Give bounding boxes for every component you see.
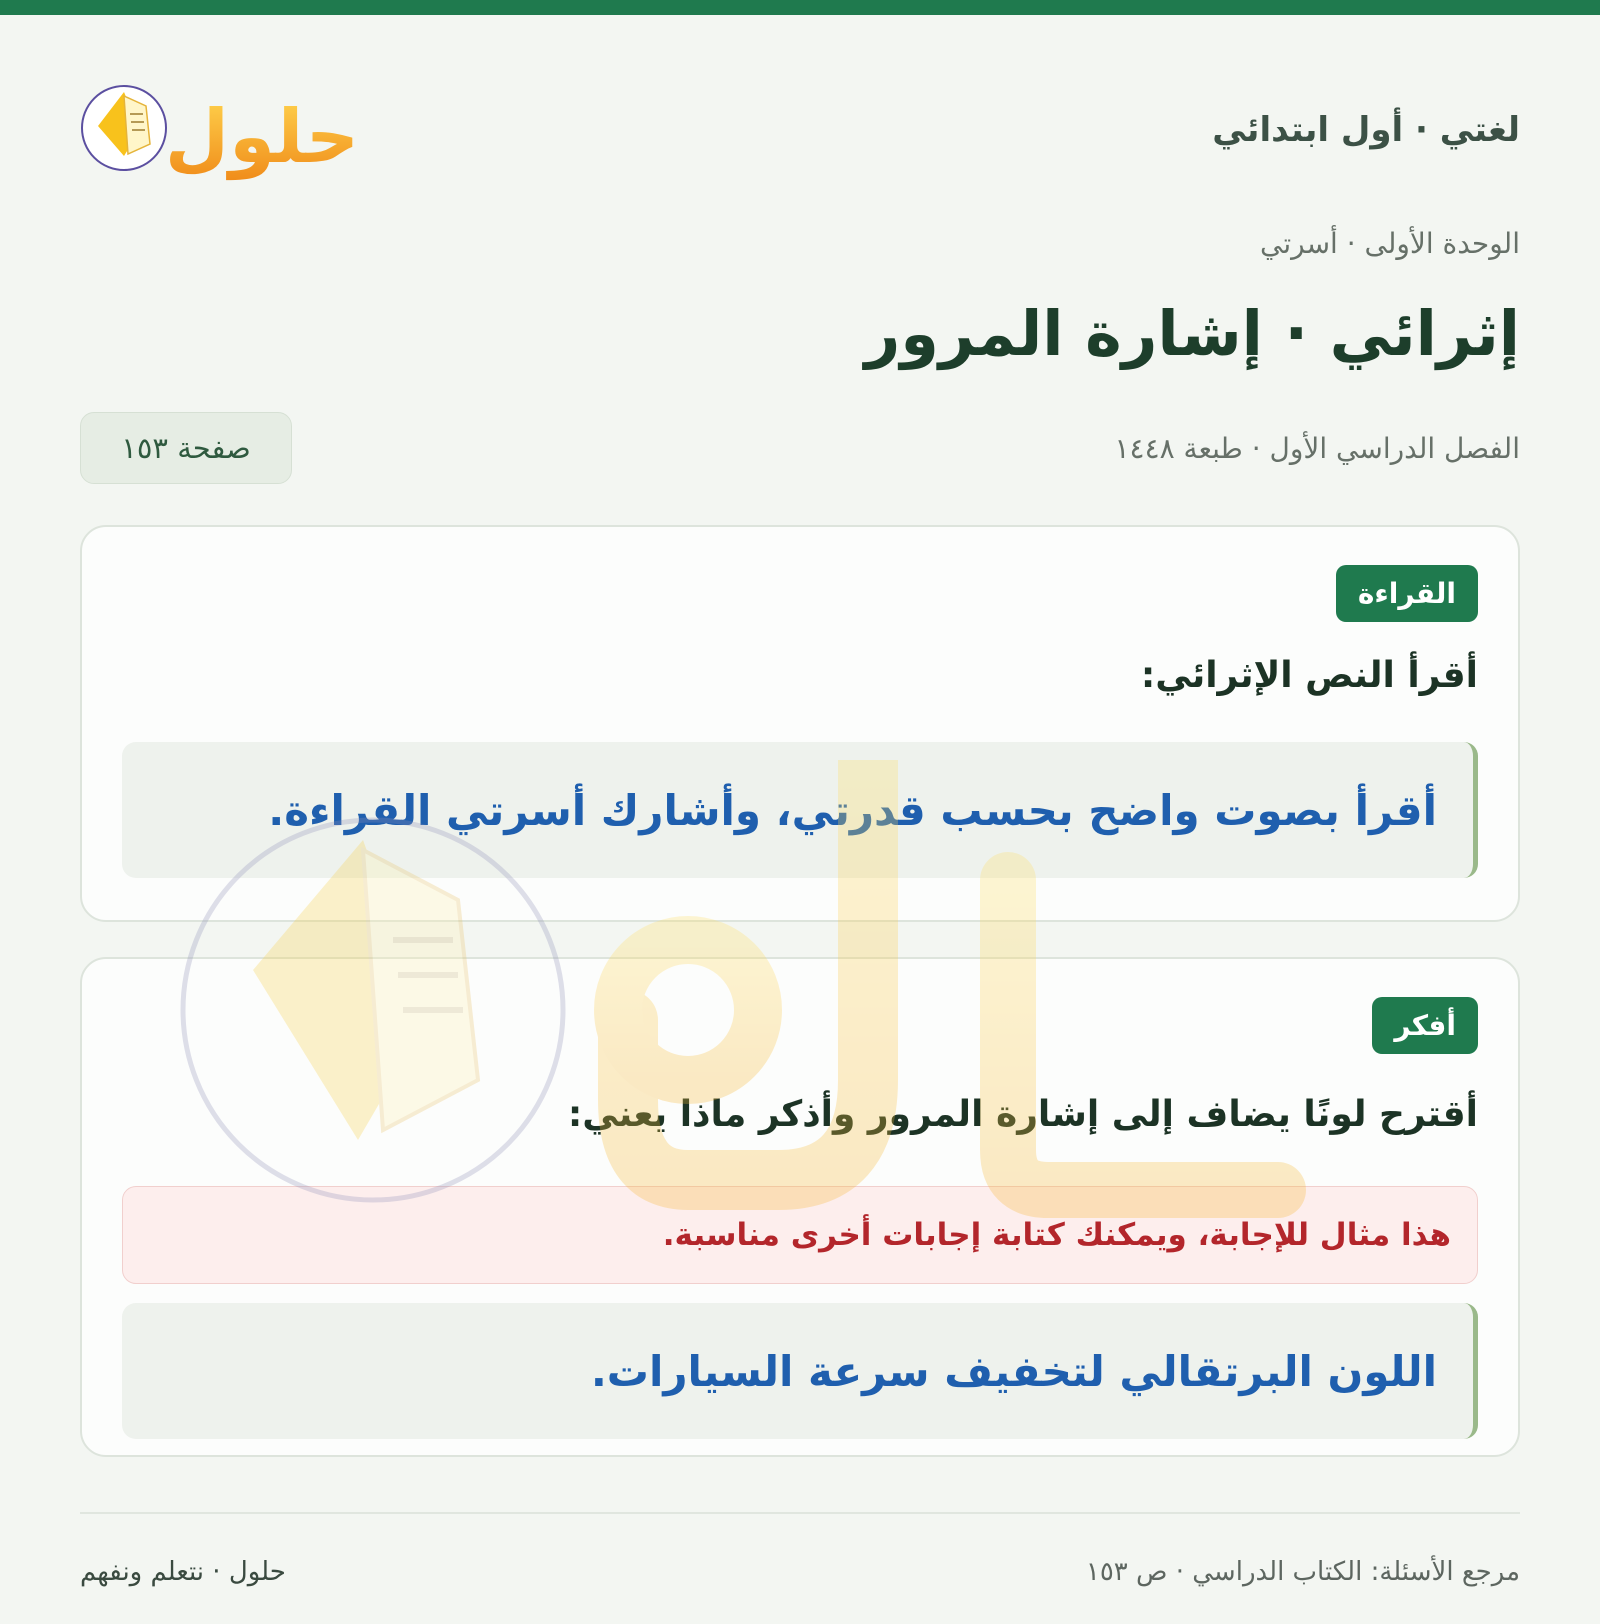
page [80, 15, 1520, 1624]
answer-box [122, 1303, 1478, 1439]
term-label: الفصل الدراسي الأول · طبعة ١٤٤٨ [1114, 432, 1520, 465]
answer-text: اللون البرتقالي لتخفيف سرعة السيارات. [590, 1346, 1437, 1396]
note-text: هذا مثال للإجابة، ويمكنك كتابة إجابات أخرى مناسبة. [662, 1217, 1451, 1253]
question-text: أقرأ النص الإثرائي: [1140, 655, 1478, 696]
answer-box [122, 742, 1478, 878]
example-note [122, 1186, 1478, 1284]
logo-text: حلول [164, 94, 360, 180]
unit-label: الوحدة الأولى · أسرتي [1259, 227, 1520, 260]
footer-divider [80, 1512, 1520, 1514]
footer-reference: مرجع الأسئلة: الكتاب الدراسي · ص ١٥٣ [1085, 1557, 1520, 1587]
page-title: إثرائي · إشارة المرور [864, 297, 1520, 370]
subject-title: لغتي · أول ابتدائي [1212, 110, 1520, 150]
reading-card [80, 525, 1520, 922]
section-tag: أفكر [1372, 997, 1478, 1054]
top-accent-bar [0, 0, 1600, 15]
header [80, 70, 1520, 190]
answer-text: أقرأ بصوت واضح بحسب قدرتي، وأشارك أسرتي القراءة. [268, 785, 1437, 835]
hulul-logo[interactable] [80, 70, 365, 190]
think-card [80, 957, 1520, 1457]
section-tag: القراءة [1336, 565, 1478, 622]
page-number-badge: صفحة ١٥٣ [80, 412, 292, 484]
footer-brand: حلول · نتعلم ونفهم [80, 1557, 286, 1587]
question-text: أقترح لونًا يضاف إلى إشارة المرور وأذكر ماذا يعني: [567, 1094, 1478, 1135]
